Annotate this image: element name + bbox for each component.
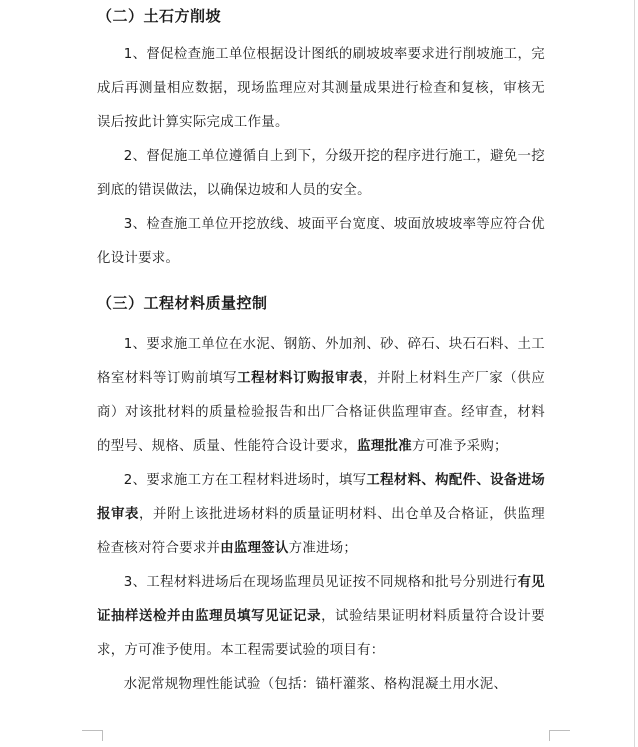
paragraph-material-3	[97, 566, 545, 668]
page-corner-mark-left	[82, 730, 103, 741]
paragraph-text: 2、督促施工单位遵循自上到下，分级开挖的程序进行施工，避免一挖到底的错误做法，以确保边坡和人员的安全。	[97, 149, 545, 198]
section-heading-material-quality: （三）工程材料质量控制	[97, 294, 268, 312]
paragraph-material-2	[97, 464, 545, 566]
paragraph-text: 2、要求施工方在工程材料进场时，填写	[123, 473, 367, 488]
bold-term: 监理批准	[357, 439, 412, 454]
paragraph-text: 1、督促检查施工单位根据设计图纸的刷坡坡率要求进行削坡施工，完成后再测量相应数据，现场监理应对其测量成果进行检查和复核，审核无误后按此计算实际完成工作量。	[97, 47, 545, 130]
paragraph-text: ，并附上该批进场材料的质量证明材料、出仓单及合格证，供监理检查核对符合要求并	[97, 507, 545, 556]
bold-term: 工程材料、构配件、设备进场报审表	[97, 473, 545, 522]
paragraph-text: 1、要求施工单位在水泥、钢筋、外加剂、砂、碎石、块石石料、土工格室材料等订购前填写	[97, 337, 545, 386]
page-edge-rule	[634, 0, 635, 747]
paragraph-earthwork-3	[97, 208, 545, 276]
paragraph-earthwork-1	[97, 38, 545, 140]
paragraph-text: ，并附上材料生产厂家（供应商）对该批材料的质量检验报告和出厂合格证供监理审查。经审查，材料的型号、规格、质量、性能符合设计要求，	[97, 371, 546, 454]
paragraph-text: 3、工程材料进场后在现场监理员见证按不同规格和批号分别进行	[123, 575, 518, 590]
paragraph-text: 方可准予采购；	[411, 439, 508, 454]
paragraph-material-4	[97, 668, 545, 702]
paragraph-text: 水泥常规物理性能试验（包括：锚杆灌浆、格构混凝土用水泥、	[123, 677, 508, 692]
paragraph-earthwork-2	[97, 140, 545, 208]
section-heading-earthwork-slope: （二）土石方削坡	[97, 7, 222, 25]
paragraph-text: 方准进场；	[288, 541, 358, 556]
document-body	[97, 3, 545, 702]
paragraph-material-1	[97, 328, 545, 464]
bold-term: 有见证抽样送检并由监理员填写见证记录	[97, 575, 545, 624]
bold-term: 工程材料订购报审表	[237, 371, 364, 386]
page-corner-mark-right	[549, 730, 570, 741]
bold-term: 由监理签认	[220, 541, 289, 556]
paragraph-text: ，试验结果证明材料质量符合设计要求，方可准予使用。本工程需要试验的项目有：	[97, 609, 545, 658]
paragraph-text: 3、检查施工单位开挖放线、坡面平台宽度、坡面放坡坡率等应符合优化设计要求。	[97, 217, 545, 266]
